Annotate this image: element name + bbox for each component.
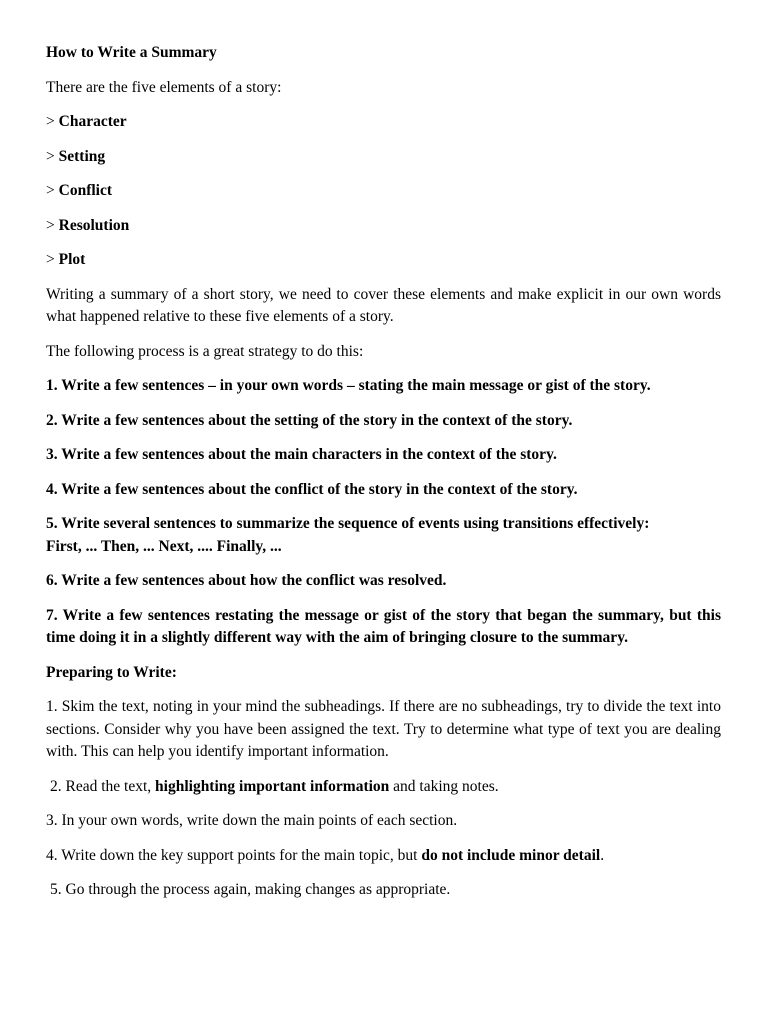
prep-item: 5. Go through the process again, making changes as appropriate. bbox=[50, 881, 451, 898]
list-item bbox=[46, 249, 721, 272]
step-item bbox=[46, 513, 721, 558]
prep-emphasis: highlighting important information bbox=[155, 777, 390, 795]
prep-text: 2. Read the text, bbox=[50, 777, 156, 795]
prep-item: 3. In your own words, write down the main points of each section. bbox=[46, 812, 458, 829]
prep-emphasis: do not include minor detail bbox=[421, 846, 601, 864]
step-item: 7. Write a few sentences restating the message or gist of the story that began the summary, but this time doing it in a slightly different way with the aim of bringing closure to the summary. bbox=[46, 606, 721, 646]
list-item bbox=[46, 215, 721, 238]
step-item: 4. Write a few sentences about the conflict of the story in the context of the story. bbox=[46, 480, 578, 498]
list-item bbox=[46, 146, 721, 169]
prep-text: and taking notes. bbox=[389, 777, 499, 795]
bullet-marker: > bbox=[46, 113, 55, 130]
document-title: How to Write a Summary bbox=[46, 44, 217, 61]
bullet-marker: > bbox=[46, 251, 55, 268]
element-label: Resolution bbox=[58, 216, 130, 234]
intro-text: There are the five elements of a story: bbox=[46, 78, 282, 96]
element-label: Plot bbox=[58, 251, 86, 268]
prep-item bbox=[46, 845, 721, 868]
step-item: 6. Write a few sentences about how the conflict was resolved. bbox=[46, 572, 447, 589]
step-item: 1. Write a few sentences – in your own words – stating the main message or gist of the story. bbox=[46, 377, 651, 394]
bullet-marker: > bbox=[46, 182, 55, 199]
element-label: Setting bbox=[58, 147, 106, 165]
prep-item: 1. Skim the text, noting in your mind the subheadings. If there are no subheadings, try to divide the text into sections. Consider why you have been assigned the text. Try to determine what type of text you are dealing with. This can help you identify important information. bbox=[46, 698, 721, 760]
section-heading: Preparing to Write: bbox=[46, 663, 177, 681]
prep-text: 4. Write down the key support points for the main topic, but bbox=[46, 846, 422, 864]
list-item bbox=[46, 111, 721, 134]
bullet-marker: > bbox=[46, 216, 55, 234]
steps-list bbox=[46, 375, 721, 650]
prep-text: . bbox=[600, 846, 605, 864]
document-page bbox=[46, 42, 721, 914]
prep-item bbox=[46, 776, 721, 799]
element-label: Character bbox=[58, 113, 127, 130]
step-text: 5. Write several sentences to summarize the sequence of events using transitions effectively: bbox=[46, 515, 650, 532]
element-label: Conflict bbox=[58, 182, 113, 199]
elements-list bbox=[46, 111, 721, 272]
paragraph: The following process is a great strategy to do this: bbox=[46, 342, 364, 360]
step-item: 2. Write a few sentences about the setting of the story in the context of the story. bbox=[46, 411, 573, 429]
bullet-marker: > bbox=[46, 147, 55, 165]
paragraph: Writing a summary of a short story, we need to cover these elements and make explicit in our own words what happened relative to these five elements of a story. bbox=[46, 285, 721, 325]
list-item bbox=[46, 180, 721, 203]
step-item: 3. Write a few sentences about the main characters in the context of the story. bbox=[46, 446, 557, 463]
step-transitions: First, ... Then, ... Next, .... Finally, ... bbox=[46, 537, 282, 555]
